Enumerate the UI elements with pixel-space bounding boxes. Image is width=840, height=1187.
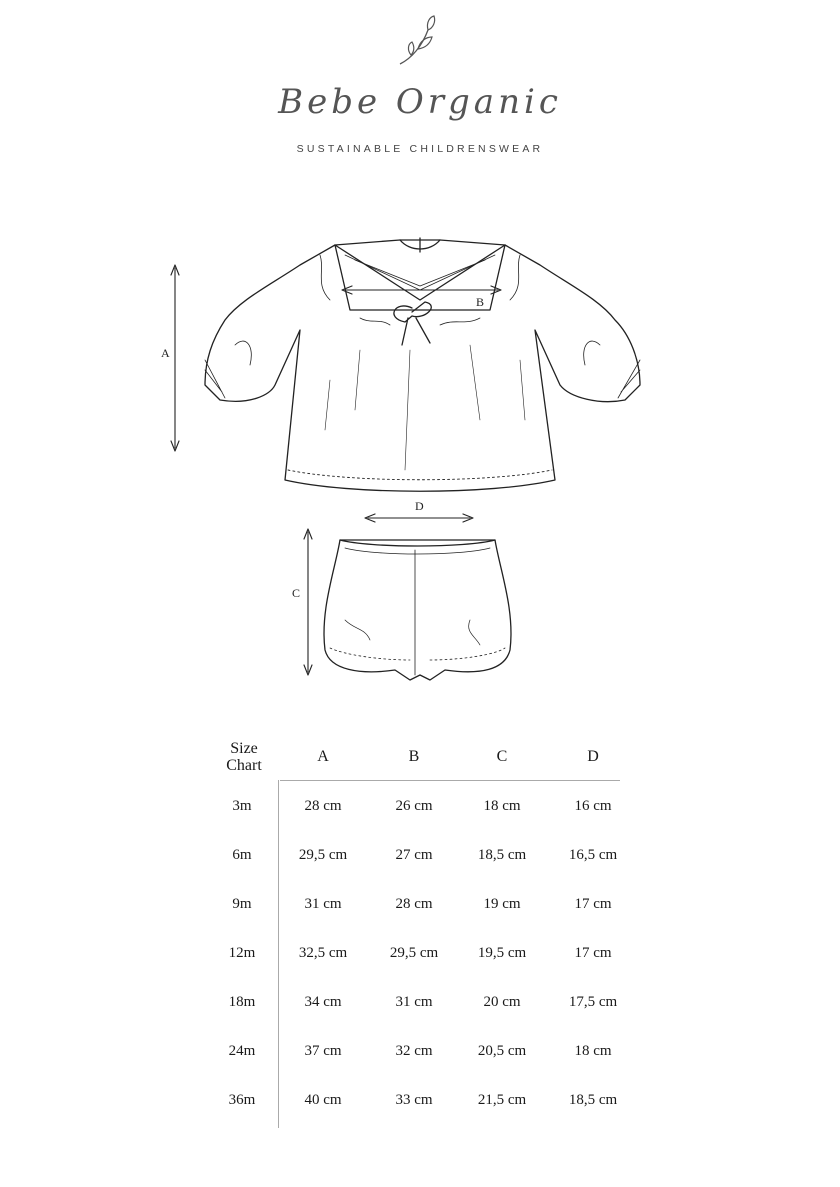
table-cell: 20 cm — [483, 994, 521, 1010]
column-header: D — [587, 748, 599, 765]
table-cell: 18 cm — [483, 798, 521, 814]
table-cell: 28 cm — [304, 798, 342, 814]
table-cell: 34 cm — [304, 994, 342, 1010]
table-cell: 21,5 cm — [477, 1092, 527, 1108]
dimension-label-b: B — [476, 295, 485, 309]
bloomer-outline — [324, 540, 511, 680]
dimension-label-d: D — [415, 499, 424, 513]
table-cell: 18,5 cm — [477, 847, 527, 863]
header-divider — [280, 780, 620, 781]
dimension-label-a: A — [161, 346, 170, 360]
table-cell: 40 cm — [304, 1092, 342, 1108]
size-label: 18m — [228, 994, 256, 1010]
column-header: B — [408, 748, 420, 765]
table-cell: 31 cm — [395, 994, 433, 1010]
blouse-outline — [205, 245, 640, 491]
column-header: C — [496, 748, 508, 765]
bow-tie — [394, 302, 431, 345]
corner-label-chart: Chart — [226, 757, 262, 774]
table-cell: 18 cm — [574, 1043, 612, 1059]
table-cell: 29,5 cm — [389, 945, 439, 961]
column-divider — [278, 780, 279, 1128]
column-header: A — [317, 748, 329, 765]
table-cell: 17 cm — [574, 945, 612, 961]
size-label: 12m — [228, 945, 256, 961]
brand-name: Bebe Organic — [278, 82, 562, 122]
table-cell: 32 cm — [395, 1043, 433, 1059]
dimension-label-c: C — [292, 586, 301, 600]
table-cell: 29,5 cm — [298, 847, 348, 863]
size-chart-corner — [210, 740, 278, 774]
table-cell: 32,5 cm — [298, 945, 348, 961]
table-cell: 16,5 cm — [568, 847, 618, 863]
size-label: 6m — [232, 847, 252, 863]
table-cell: 18,5 cm — [568, 1092, 618, 1108]
table-cell: 31 cm — [304, 896, 342, 912]
corner-label-size: Size — [230, 740, 258, 757]
table-cell: 20,5 cm — [477, 1043, 527, 1059]
brand-tagline: SUSTAINABLE CHILDRENSWEAR — [296, 143, 544, 155]
table-cell: 17,5 cm — [568, 994, 618, 1010]
table-cell: 27 cm — [395, 847, 433, 863]
table-cell: 19 cm — [483, 896, 521, 912]
table-cell: 19,5 cm — [477, 945, 527, 961]
table-cell: 26 cm — [395, 798, 433, 814]
table-cell: 17 cm — [574, 896, 612, 912]
size-label: 24m — [228, 1043, 256, 1059]
table-cell: 16 cm — [574, 798, 612, 814]
size-label: 36m — [228, 1092, 256, 1108]
size-label: 3m — [232, 798, 252, 814]
size-label: 9m — [232, 896, 252, 912]
table-cell: 37 cm — [304, 1043, 342, 1059]
table-cell: 33 cm — [395, 1092, 433, 1108]
table-cell: 28 cm — [395, 896, 433, 912]
